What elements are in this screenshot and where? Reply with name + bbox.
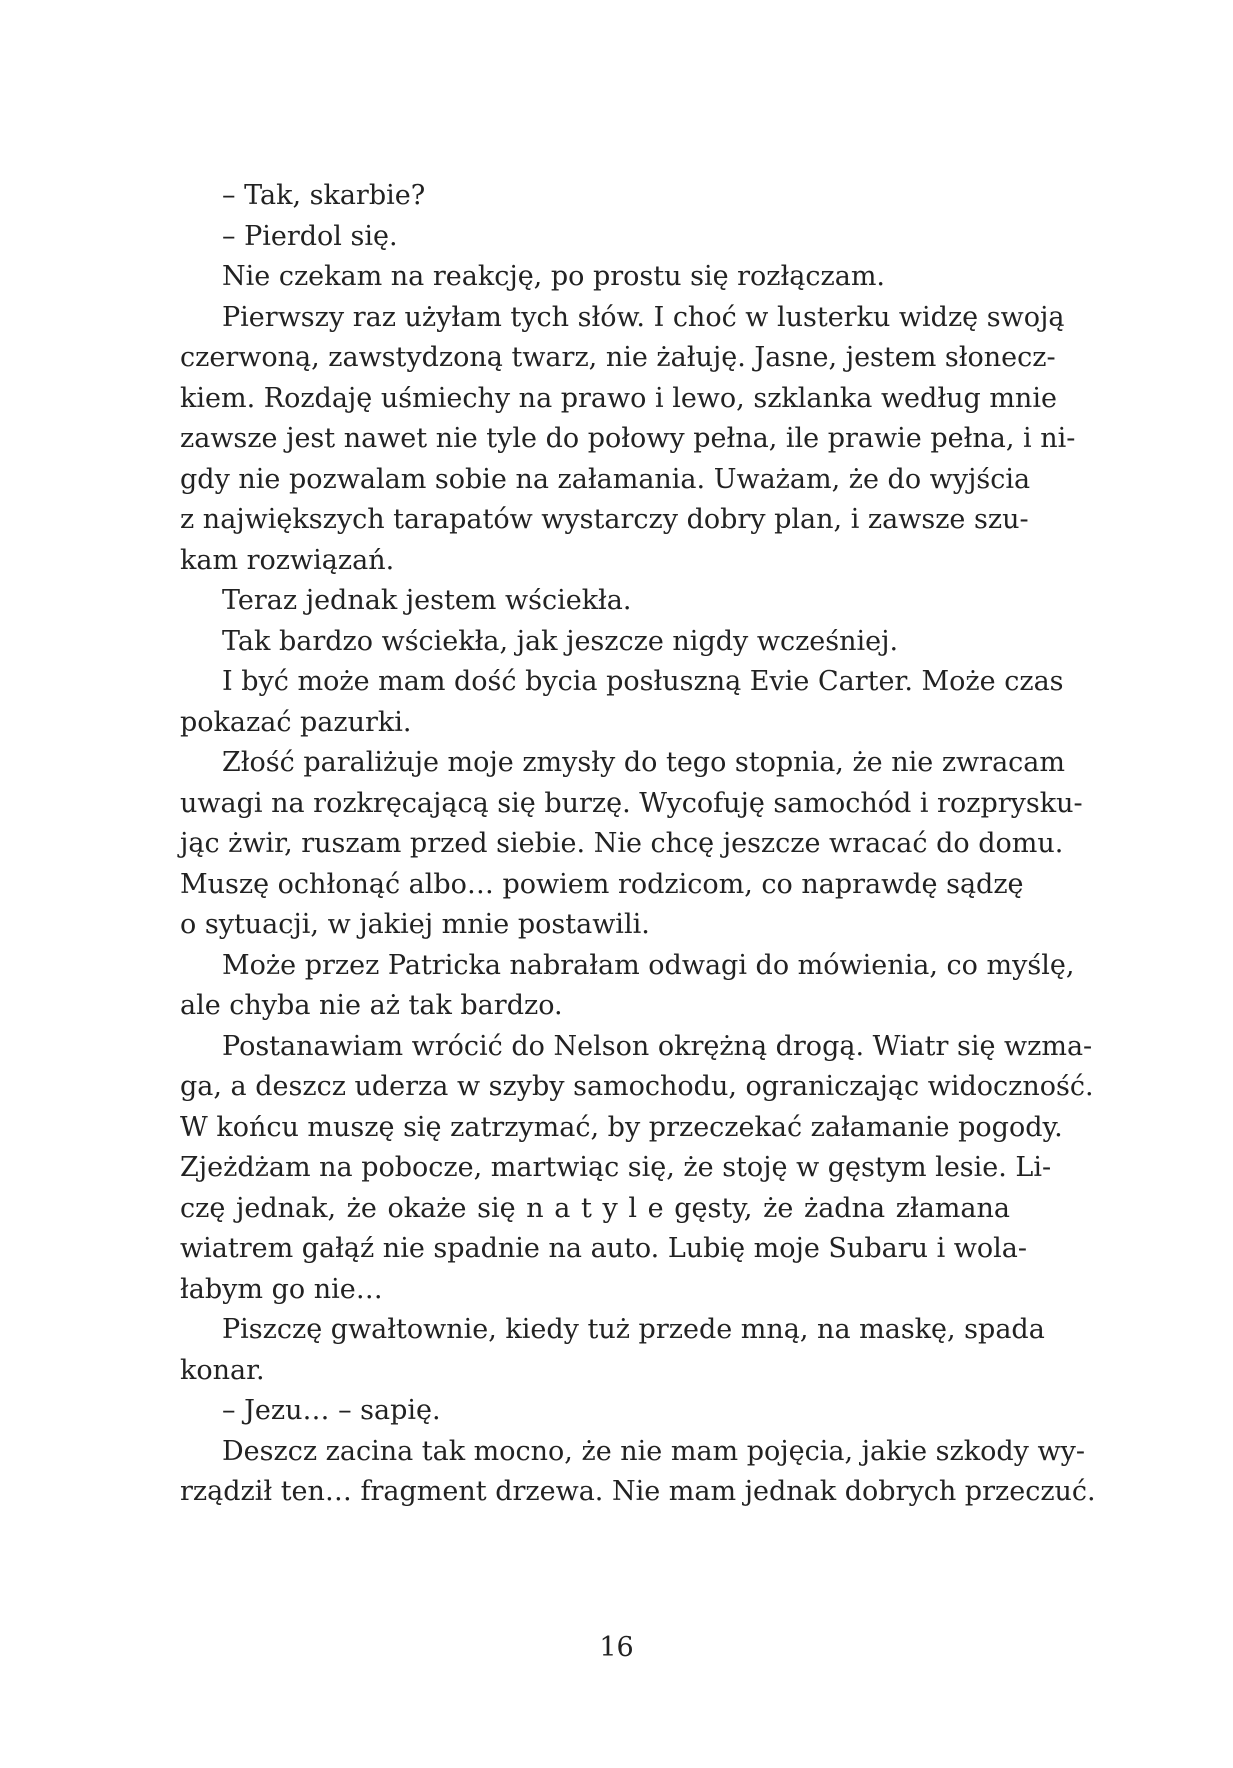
text-line: I być może mam dość bycia posłuszną Evie Carter. Może czas (222, 666, 1064, 697)
text-line: z największych tarapatów wystarczy dobry plan, i zawsze szu- (180, 504, 1029, 535)
text-line: rządził ten… fragment drzewa. Nie mam jednak dobrych przeczuć. (180, 1476, 1096, 1507)
text-line: ale chyba nie aż tak bardzo. (180, 990, 563, 1021)
page-number: 16 (599, 1632, 634, 1663)
text-line: czerwoną, zawstydzoną twarz, nie żałuję. Jasne, jestem słonecz- (180, 342, 1056, 373)
text-line: uwagi na rozkręcającą się burzę. Wycofuję samochód i rozprysku- (180, 787, 1083, 819)
text-line: Pierwszy raz użyłam tych słów. I choć w lusterku widzę swoją (222, 301, 1065, 333)
text-line: zawsze jest nawet nie tyle do połowy pełna, ile prawie pełna, i ni- (180, 423, 1076, 454)
text-line: – Pierdol się. (222, 220, 398, 252)
text-line: – Jezu… – sapię. (222, 1395, 441, 1426)
text-line: Tak bardzo wściekła, jak jeszcze nigdy wcześniej. (222, 625, 899, 657)
text-line: Teraz jednak jestem wściekła. (222, 585, 632, 616)
text-line: ga, a deszcz uderza w szyby samochodu, ograniczając widoczność. (180, 1071, 1094, 1102)
text-line: wiatrem gałąź nie spadnie na auto. Lubię moje Subaru i wola- (180, 1233, 1028, 1264)
text-line: Zjeżdżam na pobocze, martwiąc się, że stoję w gęstym lesie. Li- (180, 1152, 1052, 1183)
text-line: Może przez Patricka nabrałam odwagi do mówienia, co myślę, (222, 949, 1075, 981)
text-line: W końcu muszę się zatrzymać, by przeczekać załamanie pogody. (180, 1111, 1063, 1143)
text-line: gdy nie pozwalam sobie na załamania. Uważam, że do wyjścia (180, 463, 1031, 495)
text-line: Deszcz zacina tak mocno, że nie mam pojęcia, jakie szkody wy- (222, 1435, 1085, 1467)
text-line: konar. (180, 1354, 265, 1386)
body-text (180, 176, 1096, 1513)
text-line: pokazać pazurki. (180, 706, 412, 738)
text-line: czę jednak, że okaże się n a t y l e gęsty, że żadna złamana (180, 1192, 1010, 1224)
text-line: Złość paraliżuje moje zmysły do tego stopnia, że nie zwracam (222, 747, 1065, 778)
text-line: łabym go nie… (180, 1273, 383, 1305)
text-line: – Tak, skarbie? (222, 180, 426, 211)
text-line: Postanawiam wrócić do Nelson okrężną drogą. Wiatr się wzma- (222, 1030, 1093, 1062)
text-line: o sytuacji, w jakiej mnie postawili. (180, 909, 650, 940)
text-line: Muszę ochłonąć albo… powiem rodzicom, co naprawdę sądzę (180, 868, 1024, 900)
text-line: kiem. Rozdaję uśmiechy na prawo i lewo, szklanka według mnie (180, 382, 1057, 414)
text-line: Nie czekam na reakcję, po prostu się rozłączam. (222, 261, 886, 292)
text-line: Piszczę gwałtownie, kiedy tuż przede mną, na maskę, spada (222, 1314, 1045, 1345)
text-line: kam rozwiązań. (180, 544, 395, 576)
text-line: jąc żwir, ruszam przed siebie. Nie chcę jeszcze wracać do domu. (180, 828, 1064, 859)
